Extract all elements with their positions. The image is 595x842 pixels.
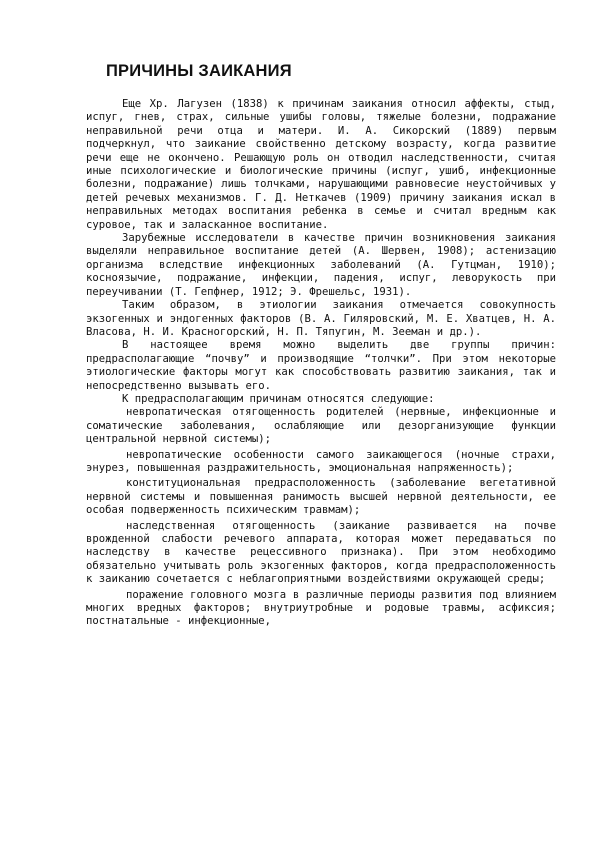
paragraph-etiology-factors: Таким образом, в этиологии заикания отмечается совокупность экзогенных и эндогенных факторов (В. А. Гиляровский, М. Е. Хватцев, Н. А. Власова, Н. И. Красногорский, Н. П. Тяпугин, М. Зееман и др.). [86, 299, 556, 338]
list-item-parental-neuropathy: невропатическая отягощенность родителей (нервные, инфекционные и соматические заболевания, ослабляющие или дезорганизующие функции центральной нервной системы); [86, 406, 556, 446]
paragraph-two-groups: В настоящее время можно выделить две группы причин: предрасполагающие “почву” и производящие “толчки”. При этом некоторые этиологические факторы могут как способствовать развитию заикания, так и непосредственно вызывать его. [86, 339, 556, 392]
paragraph-predisposing-intro: К предрасполагающим причинам относятся следующие: [122, 392, 435, 405]
paragraph-foreign-researchers: Зарубежные исследователи в качестве причин возникновения заикания выделяли неправильное воспитание детей (А. Шервен, 1908); астенизацию организма вследствие инфекционных заболеваний (А. Гутцман, 1910); косноязычие, подражание, инфекции, падения, испуг, леворукость при переучивании (Т. Гепфнер, 1912; Э. Фрешельс, 1931). [86, 232, 556, 298]
document-body [86, 98, 556, 631]
list-item-constitutional: конституциональная предрасположенность (заболевание вегетативной нервной системы и повышенная ранимость высшей нервной деятельности, ее особая подверженность психическим травмам); [86, 477, 556, 517]
page-title: ПРИЧИНЫ ЗАИКАНИЯ [106, 62, 292, 80]
list-item-brain-damage: поражение головного мозга в различные периоды развития под влиянием многих вредных факторов; внутриутробные и родовые травмы, асфиксия; постнатальные - инфекционные, [86, 588, 556, 628]
list-item-hereditary: наследственная отягощенность (заикание развивается на почве врожденной слабости речевого аппарата, которая может передаваться по наследству в качестве рецессивного признака). При этом необходимо обязательно учитывать роль экзогенных факторов, когда предрасположенность к заиканию сочетается с неблагоприятными воздействиями окружающей среды; [86, 519, 556, 586]
list-item-personal-neuropathy: невропатические особенности самого заикающегося (ночные страхи, энурез, повышенная раздражительность, эмоциональная напряженность); [86, 448, 556, 474]
paragraph-historical-causes: Еще Хр. Лагузен (1838) к причинам заикания относил аффекты, стыд, испуг, гнев, страх, сильные ушибы головы, тяжелые болезни, подражание неправильной речи отца и матери. И. А. Сикорский (1889) первым подчеркнул, что заикание свойственно детскому возрасту, когда развитие речи еще не окончено. Решающую роль он отводил наследственности, считая иные психологические и биологические причины (испуг, ушиб, инфекционные болезни, подражание) лишь толчками, нарушающими равновесие неустойчивых у детей речевых механизмов. Г. Д. Неткачев (1909) причину заикания искал в неправильных методах воспитания ребенка в семье и считал вредным как суровое, так и заласканное воспитание. [86, 98, 556, 231]
